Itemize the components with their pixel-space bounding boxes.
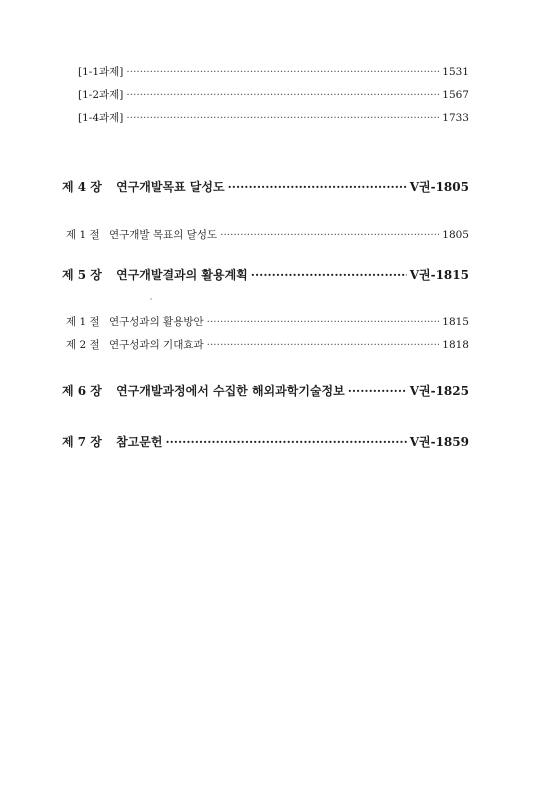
toc-page-number: V권-1859: [409, 435, 469, 449]
leader-dots: [220, 229, 439, 241]
section-number: 제 1 절: [66, 316, 100, 328]
toc-page-number: V권-1815: [409, 268, 469, 282]
toc-subitem-1-4[interactable]: [78, 110, 469, 125]
chapter-number: 제 7 장: [62, 435, 102, 449]
section-number: 제 1 절: [66, 229, 100, 241]
toc-page-number: 1733: [442, 112, 469, 124]
leader-dots: [207, 316, 440, 328]
toc-page-number: 1567: [442, 89, 469, 101]
section-title: 연구성과의 기대효과: [109, 339, 204, 351]
chapter-number: 제 4 장: [62, 180, 102, 194]
chapter-number: 제 5 장: [62, 268, 102, 282]
toc-chapter-4[interactable]: [62, 178, 469, 195]
section-number: 제 2 절: [66, 339, 100, 351]
chapter-title: 연구개발과정에서 수집한 해외과학기술정보: [116, 384, 345, 398]
section-title: 연구개발 목표의 달성도: [109, 229, 218, 241]
toc-subitem-label: [1-4과제]: [78, 112, 124, 124]
toc-chapter-7[interactable]: [62, 433, 469, 450]
chapter-title: 연구개발목표 달성도: [116, 180, 225, 194]
toc-section-5-1[interactable]: [66, 314, 469, 329]
toc-section-5-2[interactable]: [66, 337, 469, 352]
section-title: 연구성과의 활용방안: [109, 316, 204, 328]
scan-speck: [150, 298, 152, 300]
leader-dots: [126, 112, 439, 124]
toc-chapter-6[interactable]: [62, 382, 469, 399]
toc-page-number: V권-1825: [409, 384, 469, 398]
toc-chapter-5[interactable]: [62, 266, 469, 283]
toc-page-number: V권-1805: [409, 180, 469, 194]
leader-dots: [126, 66, 439, 78]
leader-dots: [228, 180, 407, 194]
chapter-number: 제 6 장: [62, 384, 102, 398]
leader-dots: [165, 435, 406, 449]
toc-page-number: 1805: [442, 229, 469, 241]
chapter-title: 연구개발결과의 활용계획: [116, 268, 248, 282]
toc-page-number: 1815: [442, 316, 469, 328]
toc-page-number: 1818: [442, 339, 469, 351]
leader-dots: [251, 268, 407, 282]
toc-subitem-1-1[interactable]: [78, 64, 469, 79]
toc-subitem-label: [1-1과제]: [78, 66, 124, 78]
leader-dots: [348, 384, 407, 398]
toc-subitem-label: [1-2과제]: [78, 89, 124, 101]
chapter-title: 참고문헌: [116, 435, 163, 449]
leader-dots: [126, 89, 439, 101]
toc-section-4-1[interactable]: [66, 227, 469, 242]
toc-subitem-1-2[interactable]: [78, 87, 469, 102]
leader-dots: [207, 339, 440, 351]
toc-page-number: 1531: [442, 66, 469, 78]
